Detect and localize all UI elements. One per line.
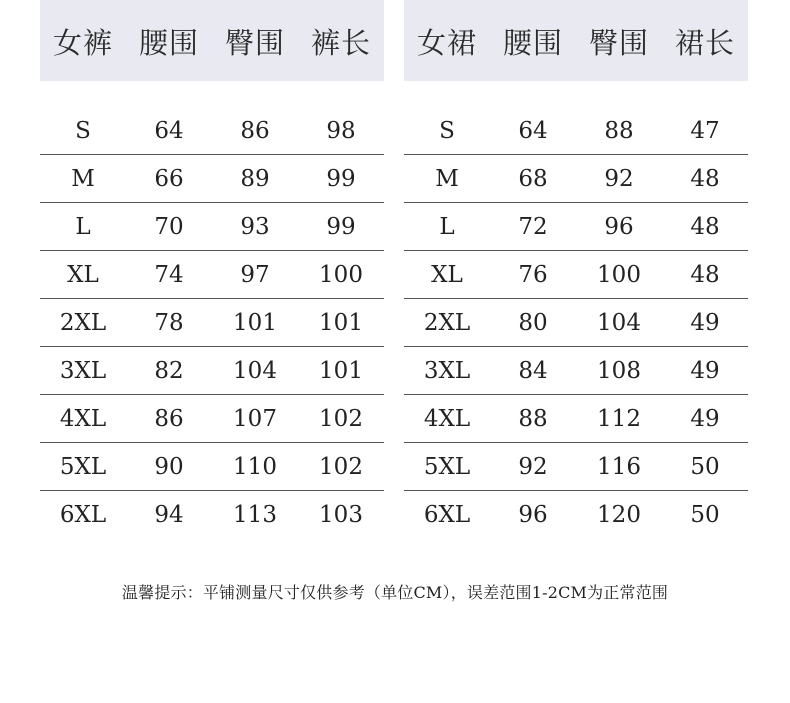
table-row (40, 443, 384, 491)
table-cell: 96 (518, 501, 548, 528)
table-cell: 97 (240, 261, 270, 288)
table-cell: 64 (154, 117, 184, 144)
table-cell: 76 (518, 261, 548, 288)
table-cell: 70 (154, 213, 184, 240)
table-cell: 84 (518, 357, 548, 384)
table-cell: 82 (154, 357, 184, 384)
table-cell: 49 (690, 405, 720, 432)
header-cell: 裤长 (310, 26, 371, 60)
pants-size-table (40, 0, 384, 538)
table-cell: 113 (233, 501, 277, 528)
table-cell: L (439, 213, 455, 240)
table-cell: 90 (154, 453, 184, 480)
table-row (40, 491, 384, 538)
table-row (404, 299, 748, 347)
measurement-note: 温馨提示：平铺测量尺寸仅供参考（单位CM），误差范围1-2CM为正常范围 (121, 583, 669, 602)
header-cell: 腰围 (138, 26, 199, 60)
table-row (40, 395, 384, 443)
table-cell: 3XL (59, 357, 107, 384)
table-cell: 89 (240, 165, 270, 192)
table-cell: 49 (690, 357, 720, 384)
table-cell: 101 (233, 309, 277, 336)
table-cell: 49 (690, 309, 720, 336)
table-cell: 5XL (423, 453, 471, 480)
table-cell: 88 (518, 405, 548, 432)
table-cell: 102 (319, 453, 363, 480)
pants-table-header (40, 0, 384, 81)
table-cell: 50 (690, 501, 720, 528)
skirt-size-table (404, 0, 748, 538)
table-row (40, 155, 384, 203)
header-cell: 臀围 (588, 26, 649, 60)
table-cell: 94 (154, 501, 184, 528)
table-cell: M (71, 165, 95, 192)
table-cell: 64 (518, 117, 548, 144)
table-cell: 48 (690, 213, 720, 240)
table-cell: XL (431, 261, 463, 288)
table-cell: 5XL (59, 453, 107, 480)
table-cell: 86 (154, 405, 184, 432)
table-cell: 74 (154, 261, 184, 288)
table-row (404, 347, 748, 395)
table-row (40, 107, 384, 155)
header-cell: 臀围 (224, 26, 285, 60)
table-cell: 88 (604, 117, 634, 144)
table-cell: 92 (518, 453, 548, 480)
table-cell: 112 (597, 405, 641, 432)
table-row (404, 203, 748, 251)
table-row (404, 443, 748, 491)
table-cell: 100 (597, 261, 641, 288)
pants-table-body (40, 107, 384, 538)
table-row (40, 299, 384, 347)
table-row (404, 107, 748, 155)
header-cell: 女裙 (416, 26, 477, 60)
table-cell: 78 (154, 309, 184, 336)
skirt-table-header (404, 0, 748, 81)
table-cell: 96 (604, 213, 634, 240)
table-cell: 2XL (59, 309, 107, 336)
table-cell: 102 (319, 405, 363, 432)
table-row (40, 203, 384, 251)
table-cell: S (439, 117, 455, 144)
table-cell: 98 (326, 117, 356, 144)
table-cell: 104 (597, 309, 641, 336)
table-row (40, 251, 384, 299)
table-cell: 47 (690, 117, 720, 144)
table-cell: 6XL (59, 501, 107, 528)
table-cell: 101 (319, 309, 363, 336)
header-cell: 腰围 (502, 26, 563, 60)
table-row (40, 347, 384, 395)
header-cell: 女裤 (52, 26, 113, 60)
table-cell: M (435, 165, 459, 192)
table-cell: L (75, 213, 91, 240)
table-cell: 6XL (423, 501, 471, 528)
table-cell: 86 (240, 117, 270, 144)
table-cell: 48 (690, 165, 720, 192)
table-row (404, 251, 748, 299)
table-row (404, 491, 748, 538)
table-cell: S (75, 117, 91, 144)
table-cell: 92 (604, 165, 634, 192)
table-cell: 3XL (423, 357, 471, 384)
table-cell: 93 (240, 213, 270, 240)
table-cell: 104 (233, 357, 277, 384)
table-cell: 72 (518, 213, 548, 240)
table-cell: 2XL (423, 309, 471, 336)
table-cell: 108 (597, 357, 641, 384)
table-cell: 110 (233, 453, 277, 480)
table-row (404, 155, 748, 203)
table-cell: 101 (319, 357, 363, 384)
table-cell: 4XL (59, 405, 107, 432)
header-cell: 裙长 (674, 26, 735, 60)
table-cell: 103 (319, 501, 363, 528)
table-cell: 48 (690, 261, 720, 288)
table-cell: 120 (597, 501, 641, 528)
table-cell: 107 (233, 405, 277, 432)
table-cell: 66 (154, 165, 184, 192)
table-row (404, 395, 748, 443)
table-cell: 4XL (423, 405, 471, 432)
table-cell: XL (67, 261, 99, 288)
table-cell: 80 (518, 309, 548, 336)
table-cell: 99 (326, 213, 356, 240)
table-cell: 99 (326, 165, 356, 192)
skirt-table-body (404, 107, 748, 538)
table-cell: 100 (319, 261, 363, 288)
table-cell: 50 (690, 453, 720, 480)
table-cell: 68 (518, 165, 548, 192)
table-cell: 116 (597, 453, 641, 480)
